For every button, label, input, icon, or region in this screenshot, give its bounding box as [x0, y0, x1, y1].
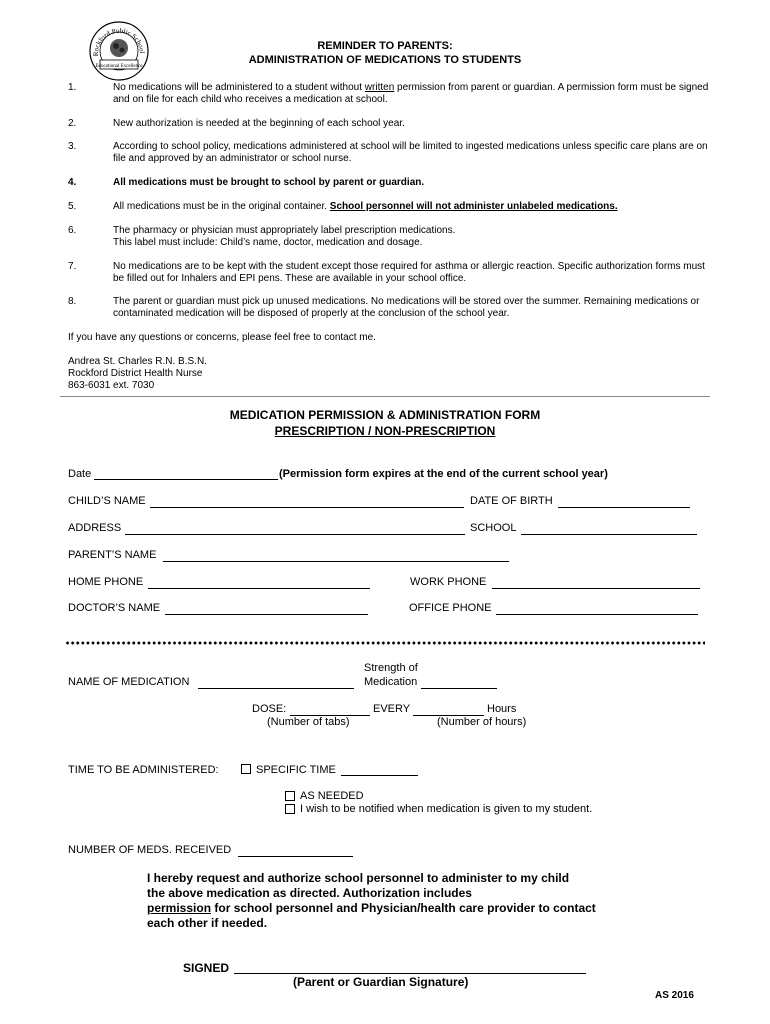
parent-name-field[interactable] [163, 561, 509, 562]
child-name-field[interactable] [150, 507, 464, 508]
rule-number-1: 1. [68, 82, 77, 93]
address-field[interactable] [125, 534, 465, 535]
rule-number-2: 2. [68, 118, 77, 129]
date-label: Date [68, 468, 92, 480]
form-subtitle: PRESCRIPTION / NON-PRESCRIPTION [274, 424, 496, 438]
date-field[interactable] [94, 479, 278, 480]
reminder-title-line1: REMINDER TO PARENTS: [317, 40, 453, 52]
meds-received-label: NUMBER OF MEDS. RECEIVED [68, 844, 232, 856]
work-phone-field[interactable] [492, 588, 700, 589]
rule-text-3: According to school policy, medications administered at school will be limited to ingested medications unless specific care plans are on file and approved by an administrator or school nurse. [113, 141, 708, 164]
specific-time-field[interactable] [341, 775, 418, 776]
hours-label: Hours [487, 703, 517, 715]
expiration-note: (Permission form expires at the end of the current school year) [279, 468, 608, 480]
doctor-name-field[interactable] [165, 614, 368, 615]
every-label: EVERY [373, 703, 411, 715]
signature-field[interactable] [234, 973, 586, 974]
school-label: SCHOOL [470, 522, 517, 534]
office-phone-label: OFFICE PHONE [409, 602, 492, 614]
rule-text-8: The parent or guardian must pick up unused medications. No medications will be stored over the summer. Remaining medications or contaminated medication will be disposed of properly at the conclusion of the school year. [113, 296, 700, 319]
time-administered-label: TIME TO BE ADMINISTERED: [68, 764, 219, 776]
meds-received-field[interactable] [238, 856, 353, 857]
authorization-statement: I hereby request and authorize school personnel to administer to my child the above medication as directed. Authorization includes permission for school personnel and Physician/health care provider to contact each other if needed. [147, 871, 596, 930]
questions-note: If you have any questions or concerns, please feel free to contact me. [68, 332, 376, 343]
signature-note: (Parent or Guardian Signature) [293, 975, 469, 989]
strength-label-line2: Medication [364, 676, 418, 688]
office-phone-field[interactable] [496, 614, 698, 615]
medication-name-field[interactable] [198, 688, 354, 689]
doctor-name-label: DOCTOR’S NAME [68, 602, 161, 614]
form-code: AS 2016 [655, 990, 694, 1001]
rule-number-4: 4. [68, 177, 77, 188]
strength-field[interactable] [421, 688, 497, 689]
dose-label: DOSE: [252, 703, 287, 715]
rule-text-5: All medications must be in the original container. School personnel will not administer unlabeled medications. [113, 201, 618, 212]
as-needed-checkbox[interactable] [285, 791, 295, 801]
rule-text-6: The pharmacy or physician must appropriately label prescription medications. This label must include: Child’s name, doctor, medication and dosage. [113, 225, 456, 248]
specific-time-checkbox[interactable] [241, 764, 251, 774]
school-field[interactable] [521, 534, 697, 535]
rule-number-8: 8. [68, 296, 77, 307]
hours-note: (Number of hours) [437, 716, 527, 728]
rule-number-5: 5. [68, 201, 77, 212]
address-label: ADDRESS [68, 522, 122, 534]
rule-text-7: No medications are to be kept with the student except those required for asthma or allergic reaction. Specific authorization forms must be filled out for Inhalers and EPI pens. These are available in your school office. [113, 261, 705, 284]
rule-text-4: All medications must be brought to school by parent or guardian. [113, 177, 425, 188]
svg-text:Educational Excellence: Educational Excellence [95, 64, 143, 69]
tabs-note: (Number of tabs) [267, 716, 350, 728]
strength-label-line1: Strength of [364, 662, 418, 674]
rule-text-1: No medications will be administered to a student without written permission from parent or guardian. A permission form must be signed and on file for each child who receives a medication at school. [113, 82, 709, 105]
specific-time-label: SPECIFIC TIME [256, 764, 336, 776]
parent-name-label: PARENT’S NAME [68, 549, 157, 561]
dob-field[interactable] [558, 507, 690, 508]
dotted-separator [65, 641, 705, 645]
section-divider [60, 396, 710, 397]
home-phone-field[interactable] [148, 588, 370, 589]
notify-checkbox[interactable] [285, 804, 295, 814]
as-needed-label: AS NEEDED [300, 790, 364, 802]
home-phone-label: HOME PHONE [68, 576, 144, 588]
notify-label: I wish to be notified when medication is given to my student. [300, 803, 593, 815]
rule-number-7: 7. [68, 261, 77, 272]
dob-label: DATE OF BIRTH [470, 495, 553, 507]
rule-text-2: New authorization is needed at the beginning of each school year. [113, 118, 405, 129]
reminder-title-line2: ADMINISTRATION OF MEDICATIONS TO STUDENTS [248, 54, 522, 66]
work-phone-label: WORK PHONE [410, 576, 487, 588]
nurse-name: Andrea St. Charles R.N. B.S.N. [68, 356, 207, 367]
rule-number-6: 6. [68, 225, 77, 236]
child-name-label: CHILD’S NAME [68, 495, 146, 507]
medication-name-label: NAME OF MEDICATION [68, 676, 190, 688]
svg-text:Rockford Public Schools: Rockford Public School [91, 26, 147, 57]
nurse-phone: 863-6031 ext. 7030 [68, 380, 155, 391]
rule-number-3: 3. [68, 141, 77, 152]
signed-label: SIGNED [183, 961, 230, 975]
nurse-title: Rockford District Health Nurse [68, 368, 203, 379]
form-title: MEDICATION PERMISSION & ADMINISTRATION FORM [229, 408, 541, 422]
